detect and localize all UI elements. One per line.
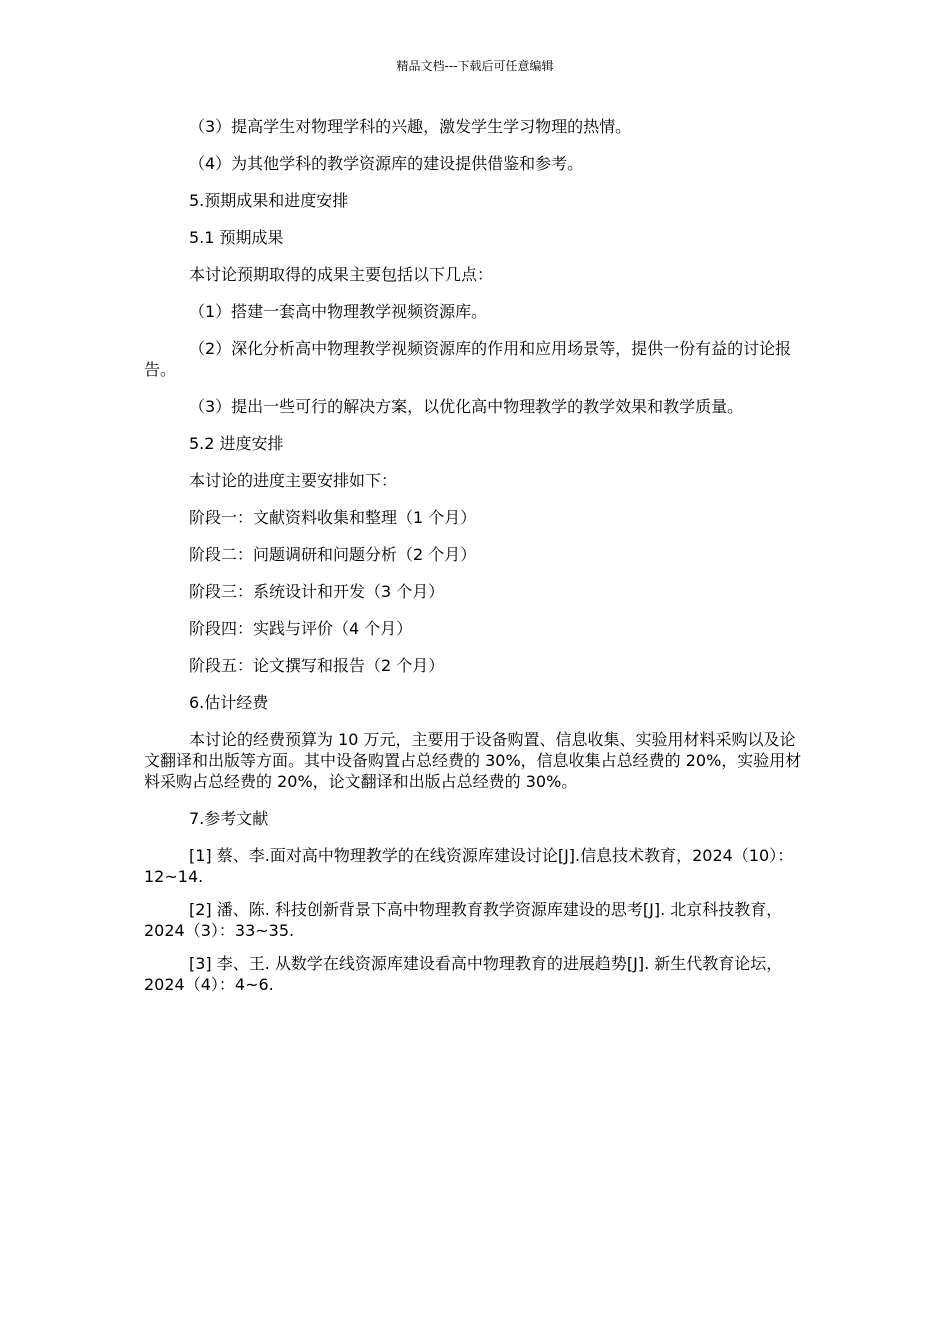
- section-heading-5: 5.预期成果和进度安排: [189, 191, 349, 210]
- paragraph-result-2: （2）深化分析高中物理教学视频资源库的作用和应用场景等，提供一份有益的讨论报告。: [144, 339, 792, 379]
- reference-1: [1] 蔡、李.面对高中物理教学的在线资源库建设讨论[J].信息技术教育，2024（10）：12~14.: [144, 846, 794, 886]
- schedule-stage-2: 阶段二：问题调研和问题分析（2 个月）: [189, 545, 477, 564]
- document-body: [144, 116, 808, 1007]
- schedule-stage-4: 阶段四：实践与评价（4 个月）: [189, 619, 413, 638]
- paragraph-expected-intro: 本讨论预期取得的成果主要包括以下几点：: [189, 265, 494, 284]
- paragraph-goal-4: （4）为其他学科的教学资源库的建设提供借鉴和参考。: [189, 154, 584, 173]
- section-heading-5-1: 5.1 预期成果: [189, 228, 284, 247]
- schedule-stage-1: 阶段一：文献资料收集和整理（1 个月）: [189, 508, 477, 527]
- paragraph-result-3: （3）提出一些可行的解决方案，以优化高中物理教学的教学效果和教学质量。: [189, 397, 744, 416]
- paragraph-schedule-intro: 本讨论的进度主要安排如下：: [189, 471, 398, 490]
- paragraph-budget: 本讨论的经费预算为 10 万元，主要用于设备购置、信息收集、实验用材料采购以及论文翻译和出版等方面。其中设备购置占总经费的 30%，信息收集占总经费的 20%，实验用材料采购占总经费的 20%，论文翻译和出版占总经费的 30%。: [144, 730, 802, 791]
- paragraph-result-1: （1）搭建一套高中物理教学视频资源库。: [189, 302, 488, 321]
- schedule-stage-3: 阶段三：系统设计和开发（3 个月）: [189, 582, 445, 601]
- section-heading-5-2: 5.2 进度安排: [189, 434, 284, 453]
- reference-3: [3] 李、王. 从数学在线资源库建设看高中物理教育的进展趋势[J]. 新生代教育论坛，2024（4）：4~6.: [144, 954, 783, 994]
- page-header: 精品文档---下载后可任意编辑: [396, 59, 554, 73]
- paragraph-goal-3: （3）提高学生对物理学科的兴趣，激发学生学习物理的热情。: [189, 117, 632, 136]
- reference-2: [2] 潘、陈. 科技创新背景下高中物理教育教学资源库建设的思考[J]. 北京科技教育，2024（3）：33~35.: [144, 900, 783, 940]
- section-heading-6: 6.估计经费: [189, 693, 269, 712]
- section-heading-7: 7.参考文献: [189, 809, 269, 828]
- schedule-stage-5: 阶段五：论文撰写和报告（2 个月）: [189, 656, 445, 675]
